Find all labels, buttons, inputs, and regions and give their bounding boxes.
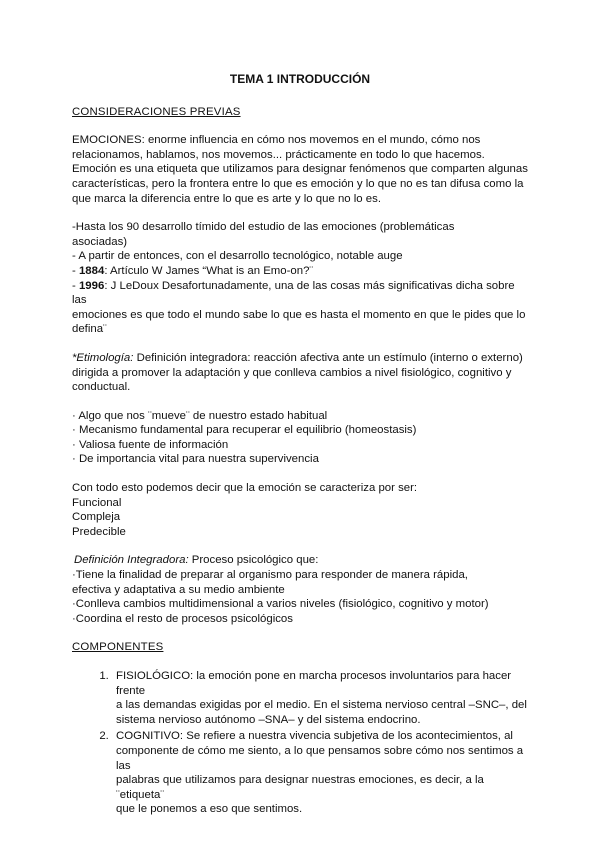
- component-item-fisiologico: [112, 669, 528, 727]
- caracteriza-paragraph: [72, 481, 528, 539]
- definicion-line-1: ·Tiene la finalidad de preparar al organismo para responder de manera rápida,: [72, 569, 468, 582]
- history-line-7: defina¨: [72, 323, 107, 336]
- fisiologico-line-2: a las demandas exigidas por el medio. En el sistema nervioso central –SNC–, del: [116, 699, 527, 712]
- history-line-1884: - 1884: Artículo W James “What is an Emo-on?¨: [72, 264, 314, 277]
- history-paragraph: [72, 220, 528, 337]
- bullet-item: · Mecanismo fundamental para recuperar el equilibrio (homeostasis): [72, 424, 417, 437]
- bullet-item: · De importancia vital para nuestra supervivencia: [72, 453, 319, 466]
- etimologia-line-1: [72, 351, 528, 366]
- etimologia-line-2: dirigida a promover la adaptación y que conlleva cambios a nivel fisiológico, cognitivo y: [72, 366, 512, 379]
- definicion-intro: Proceso psicológico que:: [188, 554, 319, 567]
- caracteriza-item: Predecible: [72, 525, 126, 538]
- history-line-3: - A partir de entonces, con el desarrollo tecnológico, notable auge: [72, 250, 403, 263]
- section-heading-consideraciones: CONSIDERACIONES PREVIAS: [72, 105, 241, 118]
- cognitivo-line-4: que le ponemos a eso que sentimos.: [116, 803, 303, 816]
- etimologia-paragraph: [72, 351, 528, 395]
- page-title: TEMA 1 INTRODUCCIÓN: [229, 72, 371, 86]
- emociones-line-4: características, pero la frontera entre lo que es emoción y lo que no es tan difusa como la: [72, 177, 524, 190]
- components-list: [72, 669, 528, 817]
- definicion-line-intro: [72, 553, 528, 568]
- caracteriza-item: Compleja: [72, 511, 121, 524]
- history-line-1: -Hasta los 90 desarrollo tímido del estudio de las emociones (problemáticas: [72, 221, 455, 234]
- emociones-line-3: Emoción es una etiqueta que utilizamos para designar fenómenos que comparten algunas: [72, 163, 528, 176]
- definicion-paragraph: [72, 553, 528, 626]
- component-item-cognitivo: [112, 729, 528, 817]
- cognitivo-line-3: palabras que utilizamos para designar nuestras emociones, es decir, a la ¨etiqueta¨: [116, 774, 484, 801]
- fisiologico-line-1: 1. FISIOLÓGICO: la emoción pone en marcha procesos involuntarios para hacer frente: [116, 670, 512, 697]
- year-1884: 1884: [78, 264, 105, 277]
- definicion-line-3: ·Conlleva cambios multidimensional a varios niveles (fisiológico, cognitivo y motor): [72, 598, 489, 611]
- definicion-line-2: efectiva y adaptativa a su medio ambiente: [72, 583, 285, 596]
- bullet-item: · Valiosa fuente de información: [72, 438, 229, 451]
- etimologia-line-3: conductual.: [72, 381, 131, 394]
- section-heading-componentes: COMPONENTES: [72, 641, 164, 654]
- emociones-paragraph: [72, 133, 528, 206]
- emociones-line-2: relacionamos, hablamos, nos movemos... prácticamente en todo lo que hacemos.: [72, 148, 485, 161]
- year-1996: 1996: [78, 279, 105, 292]
- cognitivo-line-1: 2. COGNITIVO: Se refiere a nuestra vivencia subjetiva de los acontecimientos, al: [116, 730, 513, 743]
- emociones-line-5: que marca la diferencia entre lo que es arte y lo que no lo es.: [72, 192, 381, 205]
- cognitivo-line-2: componente de cómo me siento, a lo que pensamos sobre cómo nos sentimos a las: [116, 744, 524, 772]
- etimologia-text-1: Definición integradora: reacción afectiva ante un estímulo (interno o externo): [133, 351, 523, 364]
- history-line-6: emociones es que todo el mundo sabe lo que es hasta el momento en que le pides que lo: [72, 308, 526, 321]
- text-1884: : Artículo W James “What is an Emo-on?¨: [104, 264, 314, 277]
- bullet-item: · Algo que nos ¨mueve¨ de nuestro estado habitual: [72, 409, 328, 422]
- definicion-label: Definición Integradora:: [74, 554, 189, 567]
- history-line-1996: - 1996: J LeDoux Desafortunadamente, una de las cosas más significativas dicha sobre las: [72, 279, 515, 307]
- etimologia-label: *Etimología:: [72, 351, 134, 364]
- caracteriza-item: Funcional: [72, 496, 122, 509]
- fisiologico-line-3: sistema nervioso autónomo –SNA– y del sistema endocrino.: [116, 713, 421, 726]
- bullet-list: [72, 409, 528, 467]
- document-page: [72, 72, 528, 819]
- caracteriza-intro: Con todo esto podemos decir que la emoción se caracteriza por ser:: [72, 482, 418, 495]
- text-1996: : J LeDoux Desafortunadamente, una de las cosas más significativas dicha sobre las: [72, 279, 515, 307]
- emociones-line-1: EMOCIONES: enorme influencia en cómo nos movemos en el mundo, cómo nos: [72, 134, 481, 147]
- definicion-line-4: ·Coordina el resto de procesos psicológicos: [72, 612, 293, 625]
- history-line-2: asociadas): [72, 235, 128, 248]
